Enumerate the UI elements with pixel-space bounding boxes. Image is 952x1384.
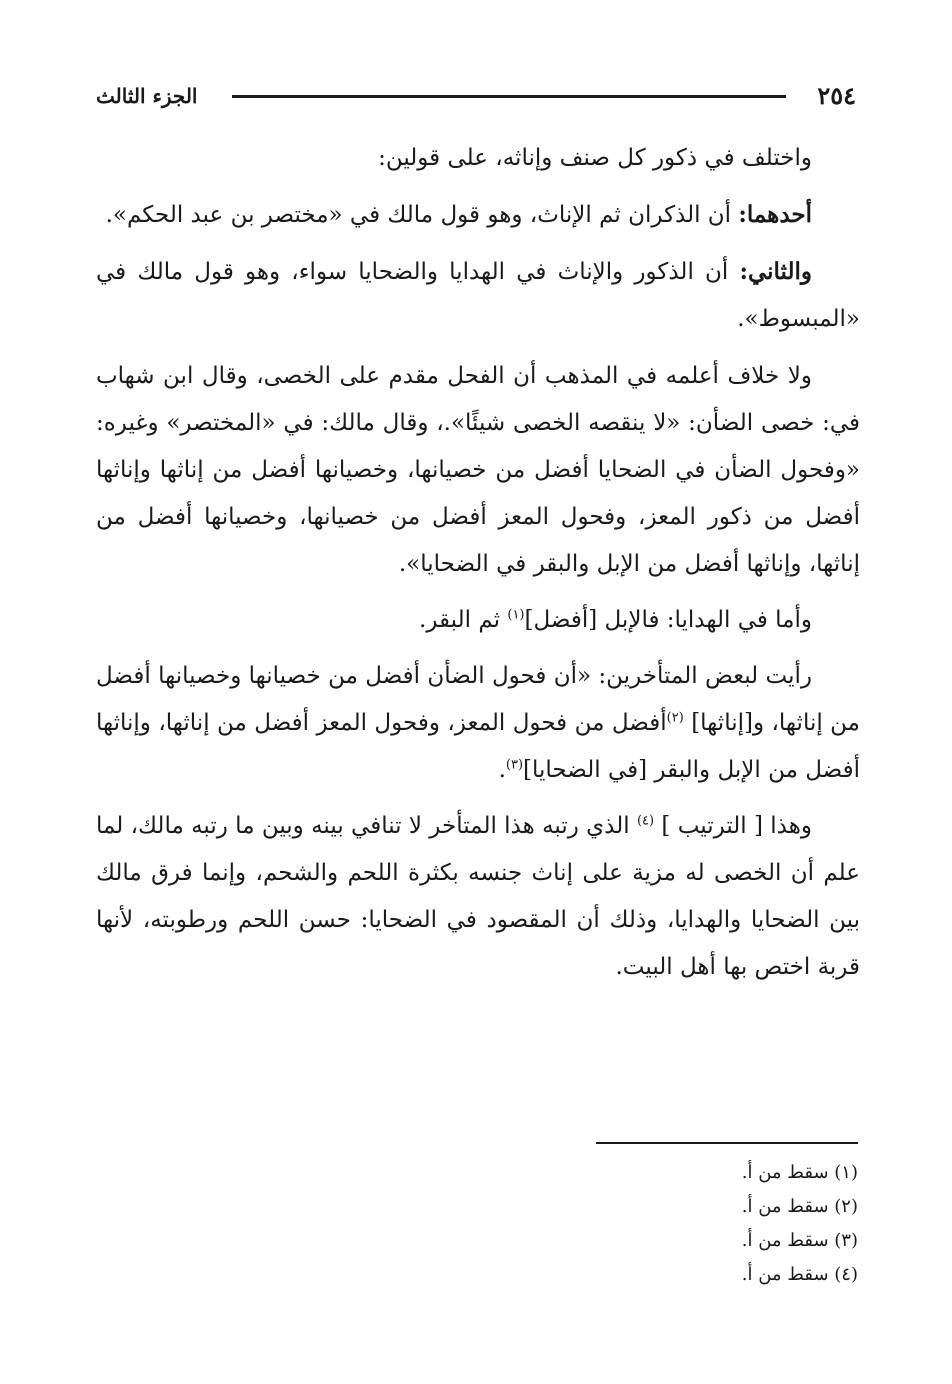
paragraph — [96, 653, 860, 794]
footnote-reference[interactable]: (٢) — [666, 710, 684, 726]
paragraph-text: أن الذكران ثم الإناث، وهو قول مالك في «مختصر بن عبد الحكم». — [105, 202, 739, 228]
paragraph-lead: والثاني: — [739, 258, 812, 285]
footnote-separator — [596, 1142, 858, 1144]
footnotes — [458, 1156, 858, 1292]
paragraph-text: ثم البقر. — [419, 607, 508, 633]
footnote-reference[interactable]: (٣) — [505, 757, 524, 773]
paragraph-text: رأيت لبعض المتأخرين: «أن فحول الضأن أفضل من خصيانها وخصيانها أفضل من إناثها، و[إناثها] — [96, 663, 861, 736]
paragraph — [96, 597, 860, 644]
paragraph — [96, 352, 860, 588]
paragraph-lead: أحدهما: — [738, 201, 812, 228]
footnote-reference[interactable]: (١) — [507, 607, 525, 623]
paragraph-text: أفضل من فحول المعز، وفحول المعز أفضل من إناثها، وإناثها أفضل من الإبل والبقر [في الضحايا] — [96, 710, 860, 783]
paragraph — [96, 134, 860, 182]
paragraph-text: . — [498, 757, 506, 783]
paragraph-text: واختلف في ذكور كل صنف وإناثه، على قولين: — [378, 145, 812, 171]
footnote-item: (١) سقط من أ. — [741, 1162, 858, 1183]
paragraph-text: وأما في الهدايا: فالإبل [أفضل] — [524, 607, 812, 633]
main-text — [96, 134, 860, 1000]
footnote-item: (٣) سقط من أ. — [741, 1230, 858, 1251]
page-header — [96, 78, 856, 114]
header-rule — [232, 95, 786, 98]
footnote-item: (٤) سقط من أ. — [741, 1264, 858, 1285]
footnote-item: (٢) سقط من أ. — [741, 1196, 858, 1217]
running-head: الجزء الثالث — [96, 84, 198, 108]
paragraph — [96, 248, 860, 343]
paragraph-text: ولا خلاف أعلمه في المذهب أن الفحل مقدم على الخصى، وقال ابن شهاب في: خصى الضأن: «لا ينقصه الخصى شيئًا».، وقال مالك: في «المختصر» وغيره: «وفحول الضأن في الضحايا أفضل من خصيانها، وخصيانها أفضل من إناثها وإناثها أفضل من ذكور المعز، وفحول المعز أفضل من خصيانها، وخصيانها أفضل من إناثها، وإناثها أفضل من الإبل والبقر في الضحايا». — [96, 363, 860, 577]
footnote-reference[interactable]: (٤) — [636, 813, 655, 829]
paragraph — [96, 191, 860, 239]
paragraph-text: أن الذكور والإناث في الهدايا والضحايا سواء، وهو قول مالك في «المبسوط». — [96, 259, 860, 332]
paragraph-text: وهذا [ الترتيب ] — [654, 813, 812, 839]
page-number: ٢٥٤ — [817, 81, 856, 110]
paragraph — [96, 803, 860, 991]
paragraph-text: الذي رتبه هذا المتأخر لا تنافي بينه وبين ما رتبه مالك، لما علم أن الخصى له مزية على إناث جنسه بكثرة اللحم والشحم، وإنما فرق مالك بين الضحايا والهدايا، وذلك أن المقصود في الضحايا: حسن اللحم ورطوبته، لأنها قربة اختص بها أهل البيت. — [96, 813, 860, 980]
